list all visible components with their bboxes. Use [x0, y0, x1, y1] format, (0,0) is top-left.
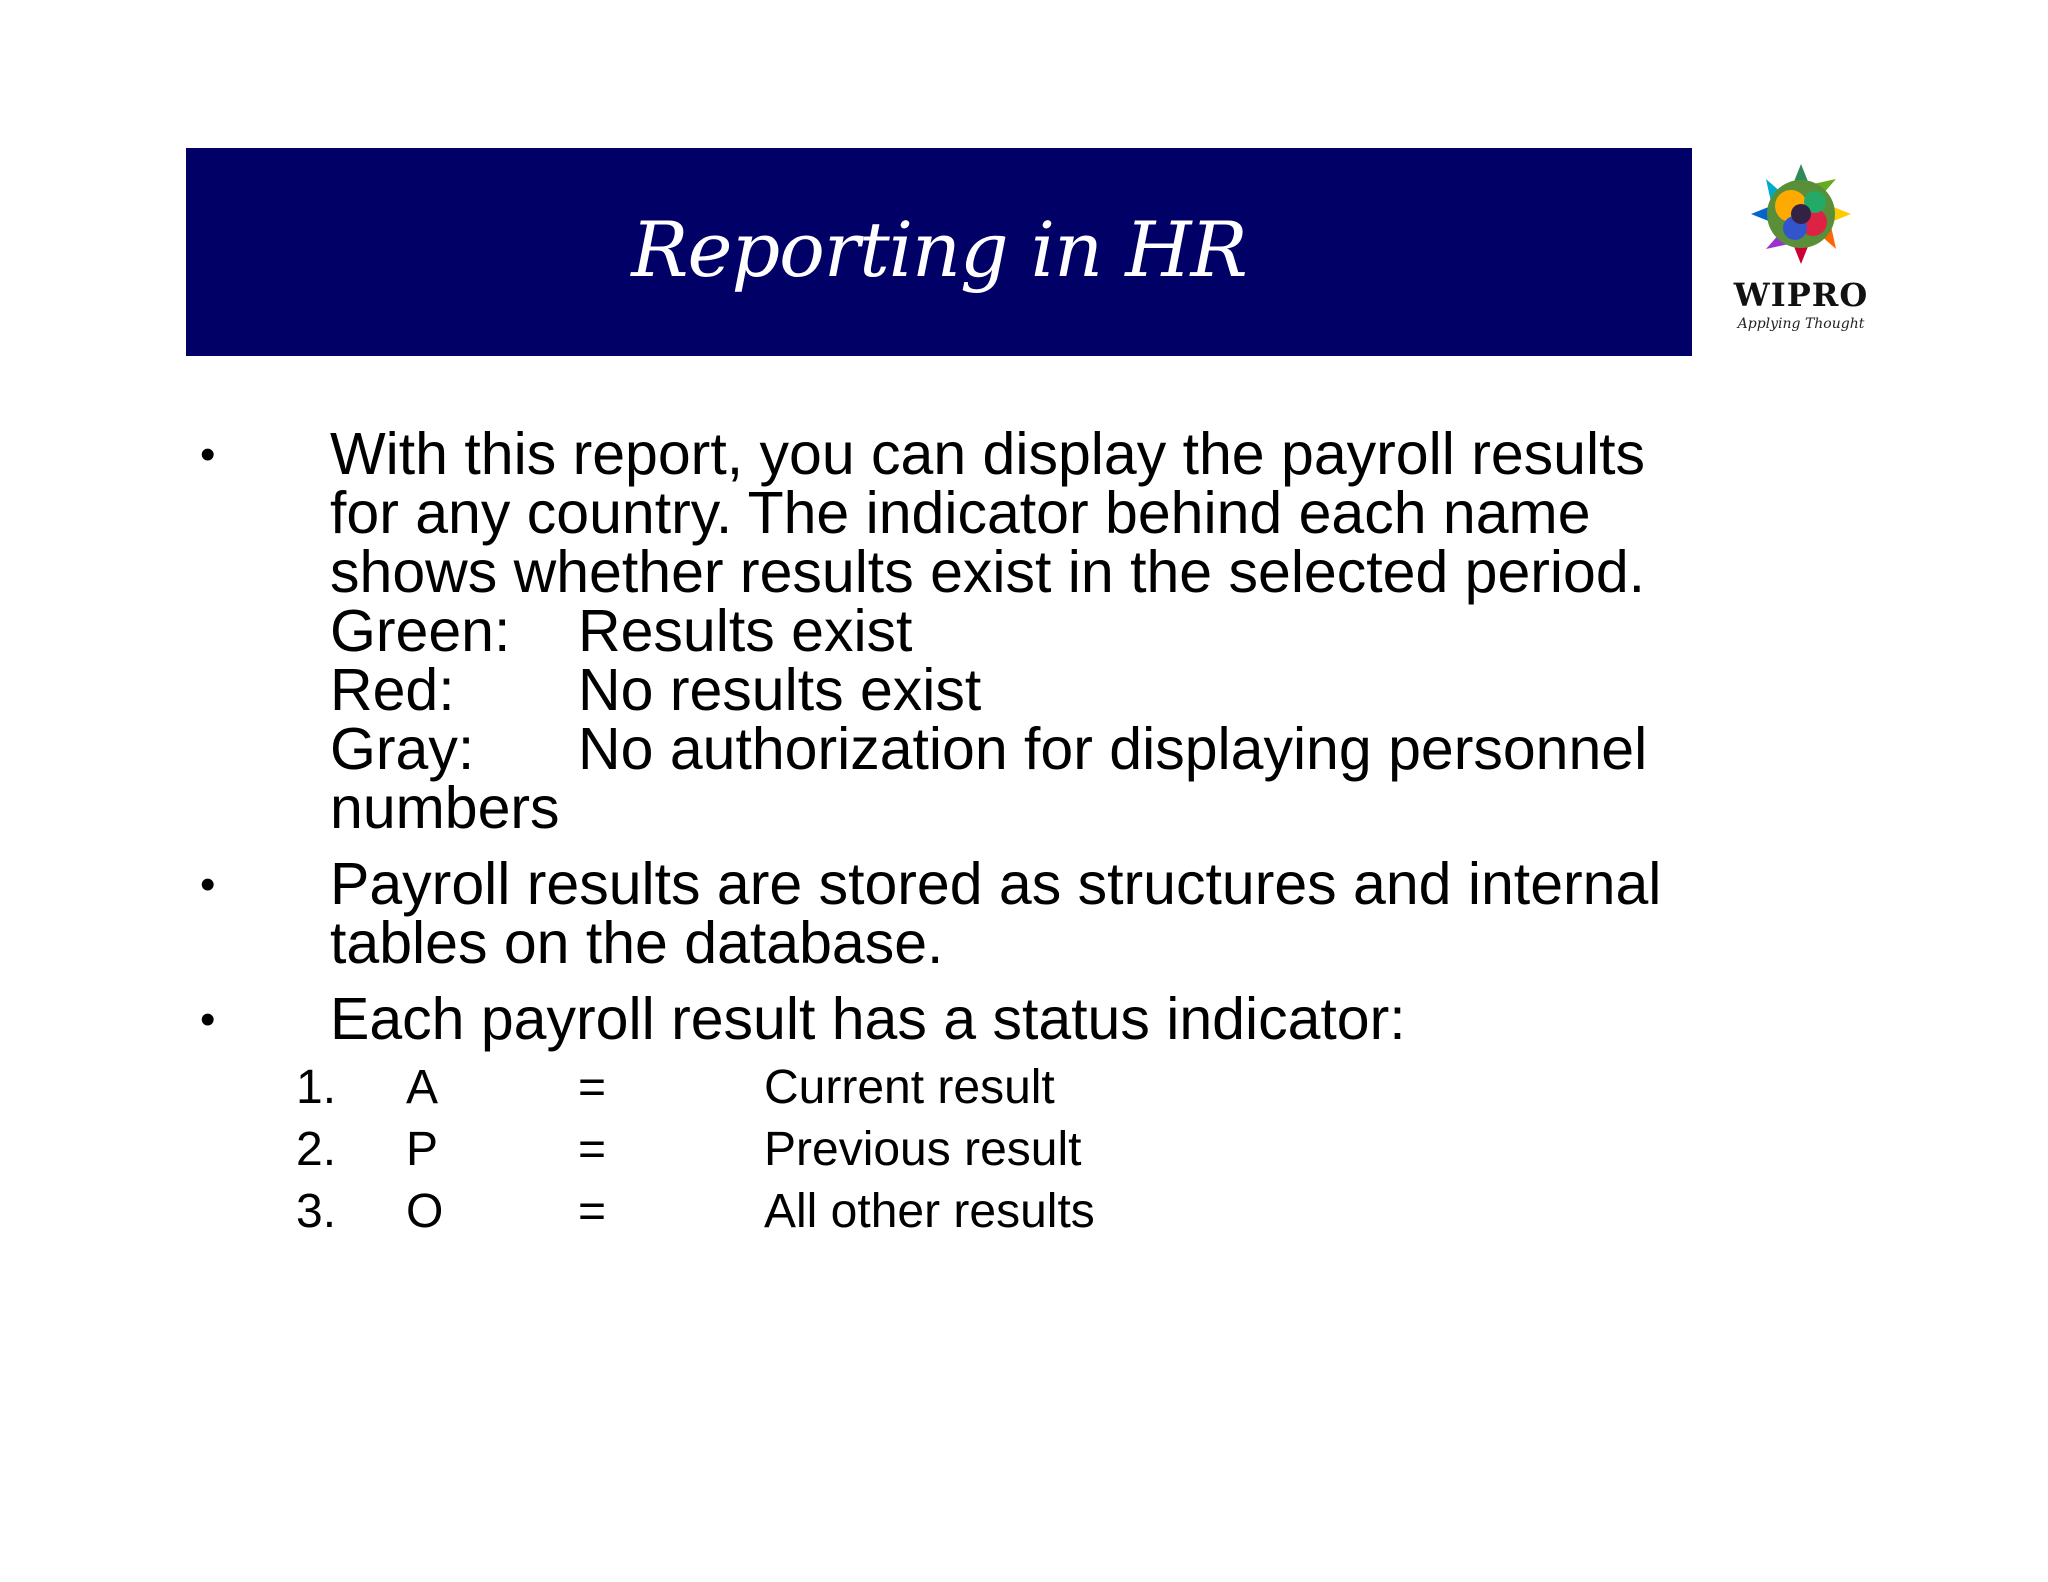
title-banner: [186, 148, 1692, 356]
sunflower-logo-icon: [1746, 156, 1856, 274]
slide-title: Reporting in HR: [631, 204, 1247, 294]
indicator-row-green: [330, 598, 1790, 664]
bullet-line: numbers: [330, 775, 560, 841]
wipro-logo: [1712, 148, 1890, 344]
indicator-label: Gray:: [330, 716, 475, 782]
logo-wordmark: WIPRO: [1733, 276, 1869, 314]
bullet-line: tables on the database.: [330, 910, 944, 976]
indicator-label: Green:: [330, 598, 511, 664]
list-item: [296, 1057, 1296, 1119]
status-description: Previous result: [764, 1123, 1082, 1176]
equals-sign: =: [578, 1185, 607, 1238]
indicator-row-red: [330, 657, 1790, 723]
status-description: All other results: [764, 1185, 1095, 1238]
indicator-value: No results exist: [578, 657, 982, 723]
bullet-text: [330, 421, 1790, 841]
indicator-value: No authorization for displaying personnel: [578, 716, 1648, 782]
indicator-label: Red:: [330, 657, 455, 723]
bullet-text: [330, 851, 1790, 976]
bullet-line: Each payroll result has a status indicator:: [330, 986, 1406, 1052]
bullet-line: for any country. The indicator behind each name: [330, 480, 1591, 546]
list-item: [296, 1181, 1296, 1243]
bullet-marker: •: [200, 430, 216, 479]
status-indicator-list: [296, 1057, 1296, 1243]
status-code: O: [406, 1185, 444, 1238]
status-code: P: [406, 1123, 439, 1176]
list-number: 2.: [296, 1123, 337, 1176]
equals-sign: =: [578, 1123, 607, 1176]
list-number: 1.: [296, 1061, 337, 1114]
equals-sign: =: [578, 1061, 607, 1114]
list-item: [296, 1119, 1296, 1181]
indicator-value: Results exist: [578, 598, 913, 664]
bullet-marker: •: [200, 995, 216, 1044]
bullet-line: Payroll results are stored as structures and internal: [330, 851, 1662, 917]
bullet-line: With this report, you can display the payroll results: [330, 421, 1645, 487]
bullet-marker: •: [200, 860, 216, 909]
list-number: 3.: [296, 1185, 337, 1238]
status-description: Current result: [764, 1061, 1055, 1114]
bullet-line: shows whether results exist in the selected period.: [330, 539, 1646, 605]
indicator-row-gray: [330, 716, 1790, 782]
bullet-text: [330, 986, 1790, 1052]
logo-tagline: Applying Thought: [1737, 316, 1865, 332]
status-code: A: [406, 1061, 439, 1114]
